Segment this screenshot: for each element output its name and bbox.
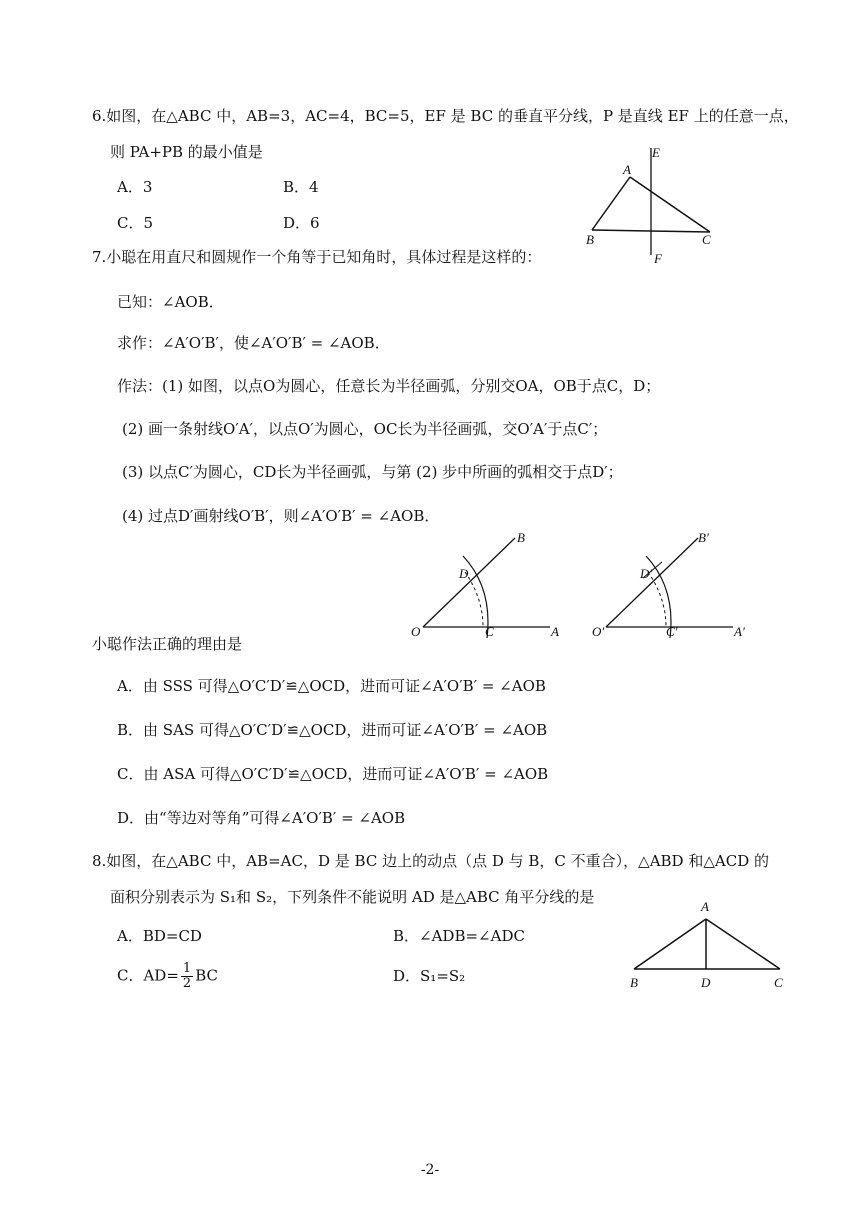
q7-fig1-label-b: B xyxy=(517,530,525,545)
q8-option-c-suffix: BC xyxy=(195,966,218,985)
q6-label-c: C xyxy=(702,232,711,247)
q8-label-b: B xyxy=(630,975,638,990)
q8-option-c xyxy=(117,962,218,991)
q8-option-b: B．∠ADB=∠ADC xyxy=(393,927,525,945)
q8-segment-ab xyxy=(634,919,706,969)
q7-fig2-label-d: D′ xyxy=(640,566,653,581)
q7-fig1-label-o: O xyxy=(411,624,421,639)
q7-step1: 作法：(1) 如图，以点O为圆心，任意长为半径画弧，分别交OA，OB于点C，D； xyxy=(117,377,661,395)
q7-fig2-label-o: O′ xyxy=(592,624,605,639)
q7-option-b: B．由 SAS 可得△O′C′D′≌△OCD，进而可证∠A′O′B′ = ∠AOB xyxy=(117,721,548,739)
q7-option-c: C．由 ASA 可得△O′C′D′≌△OCD，进而可证∠A′O′B′ = ∠AOB xyxy=(117,765,549,783)
q7-fig1-ray-ob xyxy=(423,538,515,627)
q7-figure-1 xyxy=(405,528,575,643)
q7-find: 求作：∠A′O′B′，使∠A′O′B′ = ∠AOB． xyxy=(117,334,390,352)
q7-option-a: A．由 SSS 可得△O′C′D′≌△OCD，进而可证∠A′O′B′ = ∠AOB xyxy=(117,677,546,695)
q7-stem: 7.小聪在用直尺和圆规作一个角等于已知角时，具体过程是这样的： xyxy=(92,248,542,266)
q7-fig2-label-b: B′ xyxy=(698,530,709,545)
q6-stem-line2: 则 PA+PB 的最小值是 xyxy=(110,143,263,161)
q7-fig1-label-d: D xyxy=(459,566,469,581)
q6-option-b: B．4 xyxy=(283,178,319,196)
q6-segment-ac xyxy=(630,177,710,232)
q7-fig2-ray-ob xyxy=(606,538,698,627)
q7-step2: (2) 画一条射线O′A′，以点O′为圆心，OC长为半径画弧，交O′A′于点C′； xyxy=(122,420,608,438)
q6-option-a: A．3 xyxy=(117,178,153,196)
q8-option-c-numerator: 1 xyxy=(182,961,192,976)
q6-triangle-figure xyxy=(580,140,720,265)
q7-reason: 小聪作法正确的理由是 xyxy=(92,635,243,653)
q8-label-d: D xyxy=(701,975,711,990)
q8-option-c-prefix: C．AD= xyxy=(117,966,179,985)
q7-fig2-label-c: C′ xyxy=(666,624,678,639)
q6-segment-ab xyxy=(592,177,630,230)
q8-label-c: C xyxy=(774,975,783,990)
q8-option-a: A．BD=CD xyxy=(117,927,202,945)
q7-fig1-label-c: C xyxy=(485,624,494,639)
q7-option-d: D．由“等边对等角”可得∠A′O′B′ = ∠AOB xyxy=(117,809,406,827)
page-number: -2- xyxy=(420,1162,440,1178)
q8-option-d: D．S₁=S₂ xyxy=(393,967,466,985)
q6-label-e: E xyxy=(652,145,660,160)
q7-fig2-label-a: A′ xyxy=(734,624,745,639)
q6-label-a: A xyxy=(623,162,631,177)
q8-segment-ac xyxy=(706,919,780,969)
q6-option-d: D．6 xyxy=(283,214,320,232)
q8-label-a: A xyxy=(701,899,709,914)
q6-option-c: C．5 xyxy=(117,214,154,232)
q6-label-b: B xyxy=(586,232,594,247)
q8-triangle-figure xyxy=(620,895,795,995)
q8-option-c-denominator: 2 xyxy=(182,976,192,991)
q7-fig1-label-a: A xyxy=(551,624,559,639)
q8-option-c-fraction xyxy=(181,962,193,991)
q7-step3: (3) 以点C′为圆心，CD长为半径画弧，与第 (2) 步中所画的弧相交于点D′； xyxy=(122,463,623,481)
q7-known: 已知：∠AOB． xyxy=(117,293,224,311)
q7-step4: (4) 过点D′画射线O′B′，则∠A′O′B′ = ∠AOB． xyxy=(122,507,440,525)
q7-figure-2 xyxy=(588,528,773,643)
q8-stem-line2: 面积分别表示为 S₁和 S₂，下列条件不能说明 AD 是△ABC 角平分线的是 xyxy=(110,888,595,906)
q6-stem-line1: 6.如图，在△ABC 中，AB=3，AC=4，BC=5，EF 是 BC 的垂直平分线，P 是直线 EF 上的任意一点， xyxy=(92,107,799,125)
q8-stem-line1: 8.如图，在△ABC 中，AB=AC，D 是 BC 边上的动点（点 D 与 B，C 不重合），△ABD 和△ACD 的 xyxy=(92,852,769,870)
q6-label-f: F xyxy=(654,251,662,265)
